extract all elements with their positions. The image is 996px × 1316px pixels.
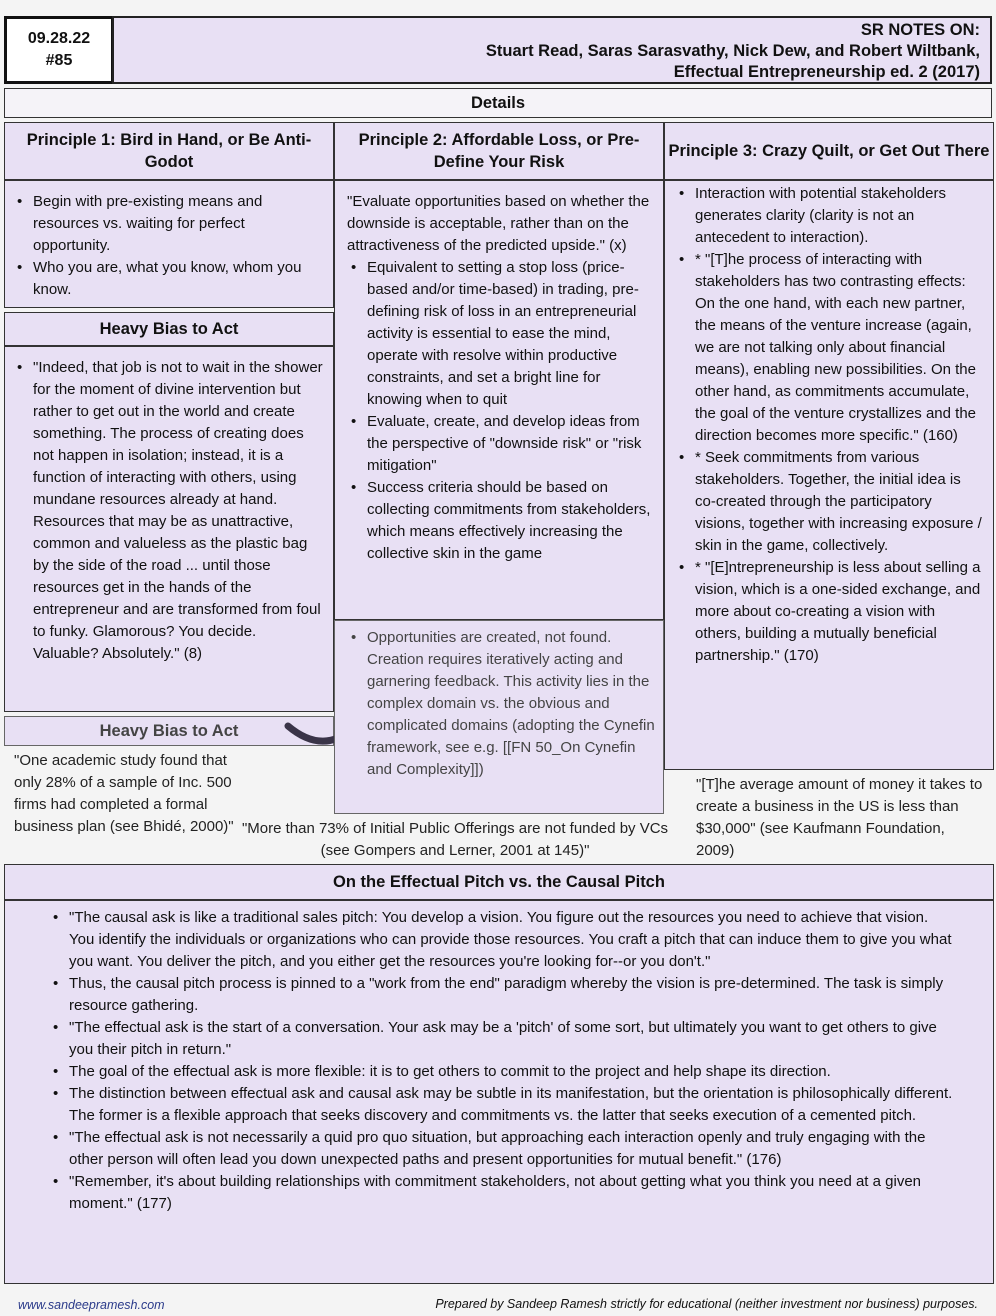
heavy-bias-title-2: Heavy Bias to Act — [99, 722, 239, 740]
title-box — [112, 16, 992, 84]
pitch-heading — [4, 864, 994, 900]
principle-3-list — [675, 183, 985, 667]
principle-1-list — [13, 191, 325, 301]
note-date: 09.28.22 — [27, 30, 91, 47]
principle-1-body — [4, 180, 334, 308]
money-quote: "[T]he average amount of money it takes to create a business in the US is less than $30,000" (see Kaufmann Foundation, 2009) — [696, 776, 983, 859]
principle-2-bullet: • Equivalent to setting a stop loss (price-based and/or time-based) in trading, pre-defining risk of loss in an entrepreneurial activity is essential to ease the mind, operate with resolve within productive constraints, and set a bright line for knowing when to quit — [347, 257, 655, 411]
pitch-bullet: • The goal of the effectual ask is more flexible: it is to get others to commit to the project and help shape its direction. — [49, 1061, 953, 1083]
pitch-bullet: • "The effectual ask is the start of a conversation. Your ask may be a 'pitch' of some sort, but ultimately you want to get others to give you their pitch in return." — [49, 1017, 953, 1061]
disclaimer: Prepared by Sandeep Ramesh strictly for educational (neither investment nor business) purposes. — [435, 1297, 978, 1311]
title-line-1: SR NOTES ON: — [860, 21, 980, 39]
pitch-body — [4, 900, 994, 1284]
note-number: #85 — [45, 52, 73, 69]
principle-3-title: Principle 3: Crazy Quilt, or Get Out There — [668, 142, 990, 160]
principle-2-title: Principle 2: Affordable Loss, or Pre-Define Your Risk — [358, 131, 640, 171]
principle-2-bullet: • Evaluate, create, and develop ideas from the perspective of "downside risk" or "risk mitigation" — [347, 411, 655, 477]
title-line-3: Effectual Entrepreneurship ed. 2 (2017) — [673, 63, 980, 81]
pitch-bullet: • "The causal ask is like a traditional sales pitch: You develop a vision. You figure out the resources you need to achieve that vision. You identify the individuals or organizations who can provide those resources. You craft a pitch that can induce them to give you what you want. You deliver the pitch, and you either get the resources you're looking for--or you don't." — [49, 907, 953, 973]
pitch-bullet: • Thus, the causal pitch process is pinned to a "work from the end" paradigm whereby the vision is pre-determined. The task is simply resource gathering. — [49, 973, 953, 1017]
principle-2-list — [347, 257, 655, 565]
pitch-bullet: • "Remember, it's about building relationships with commitment stakeholders, not about getting what you think you need at a given moment." (177) — [49, 1171, 953, 1215]
principle-1-bullet: • Who you are, what you know, whom you know. — [13, 257, 325, 301]
website-link[interactable]: www.sandeepramesh.com — [18, 1298, 165, 1312]
principle-3-body — [664, 180, 994, 770]
pitch-list — [49, 907, 953, 1215]
principle-1-bullet: • Begin with pre-existing means and resources vs. waiting for perfect opportunity. — [13, 191, 325, 257]
principle-2-bullet: • Success criteria should be based on collecting commitments from stakeholders, which means effectively increasing the collective skin in the game — [347, 477, 655, 565]
heavy-bias-title-1: Heavy Bias to Act — [99, 320, 239, 338]
principle-1-heading — [4, 122, 334, 180]
title-line-2: Stuart Read, Saras Sarasvathy, Nick Dew, and Robert Wiltbank, — [485, 42, 980, 60]
principle-2-intro: "Evaluate opportunities based on whether the downside is acceptable, rather than on the attractiveness of the predicted upside." (x) — [347, 193, 650, 254]
heavy-bias-quote: • "Indeed, that job is not to wait in the shower for the moment of divine intervention but rather to get out in the world and create something. The process of creating does not happen in isolation; instead, it is a function of interacting with others, using mundane resources already at hand. Resources that may be as unattractive, common and valueless as the plastic bag by the side of the road ... until those resources get in the hands of the entrepreneur and are transformed from foul to funky. Glamorous? You decide. Valuable? Absolutely." (8) — [13, 357, 325, 665]
principle-2-body — [334, 180, 664, 620]
ipo-quote: "More than 73% of Initial Public Offerings are not funded by VCs (see Gompers and Lerner, 2001 at 145)" — [241, 820, 669, 859]
principle-3-bullet: • * "[E]ntrepreneurship is less about selling a vision, which is a one-sided exchange, and more about co-creating a vision with others, building a mutually beneficial partnership." (170) — [675, 557, 985, 667]
heavy-bias-body-1 — [4, 346, 334, 712]
principle-3-heading — [664, 122, 994, 180]
principle-2-heading — [334, 122, 664, 180]
cynefin-note: • Opportunities are created, not found. Creation requires iteratively acting and garnering feedback. This activity lies in the complex domain vs. the obvious and complicated domains (adopting the Cynefin framework, see e.g. [[FN 50_On Cynefin and Complexity]]) — [347, 627, 655, 781]
principle-3-bullet: • Interaction with potential stakeholders generates clarity (clarity is not an antecedent to interaction). — [675, 183, 985, 249]
principle-3-bullet: • * Seek commitments from various stakeholders. Together, the initial idea is co-created through the participatory visions, together with increasing exposure / skin in the game, collectively. — [675, 447, 985, 557]
principle-3-bullet: • * "[T]he process of interacting with stakeholders has two contrasting effects: On the one hand, with each new partner, the means of the venture increase (again, we are not talking only about financial means), enabling new possibilities. On the other hand, as commitments accumulate, the goal of the venture crystallizes and the direction becomes more specific." (160) — [675, 249, 985, 447]
pitch-title: On the Effectual Pitch vs. the Causal Pitch — [333, 873, 665, 891]
pitch-bullet: • "The effectual ask is not necessarily a quid pro quo situation, but approaching each interaction openly and truly engaging with the other person will often lead you down unexpected paths and present opportunities for mutual benefit." (176) — [49, 1127, 953, 1171]
heavy-bias-heading-1 — [4, 312, 334, 346]
details-heading: Details — [4, 88, 992, 118]
cynefin-box — [334, 620, 664, 814]
principle-1-title: Principle 1: Bird in Hand, or Be Anti-Godot — [26, 131, 312, 171]
pitch-bullet: • The distinction between effectual ask and causal ask may be subtle in its manifestation, but the orientation is philosophically different. The former is a flexible approach that seeks discovery and commitments vs. the latter that seeks execution of a cemented pitch. — [49, 1083, 953, 1127]
date-box — [4, 16, 114, 84]
heavy-bias-quote-2: "One academic study found that only 28% of a sample of Inc. 500 firms had completed a formal business plan (see Bhidé, 2000)" — [14, 752, 234, 835]
